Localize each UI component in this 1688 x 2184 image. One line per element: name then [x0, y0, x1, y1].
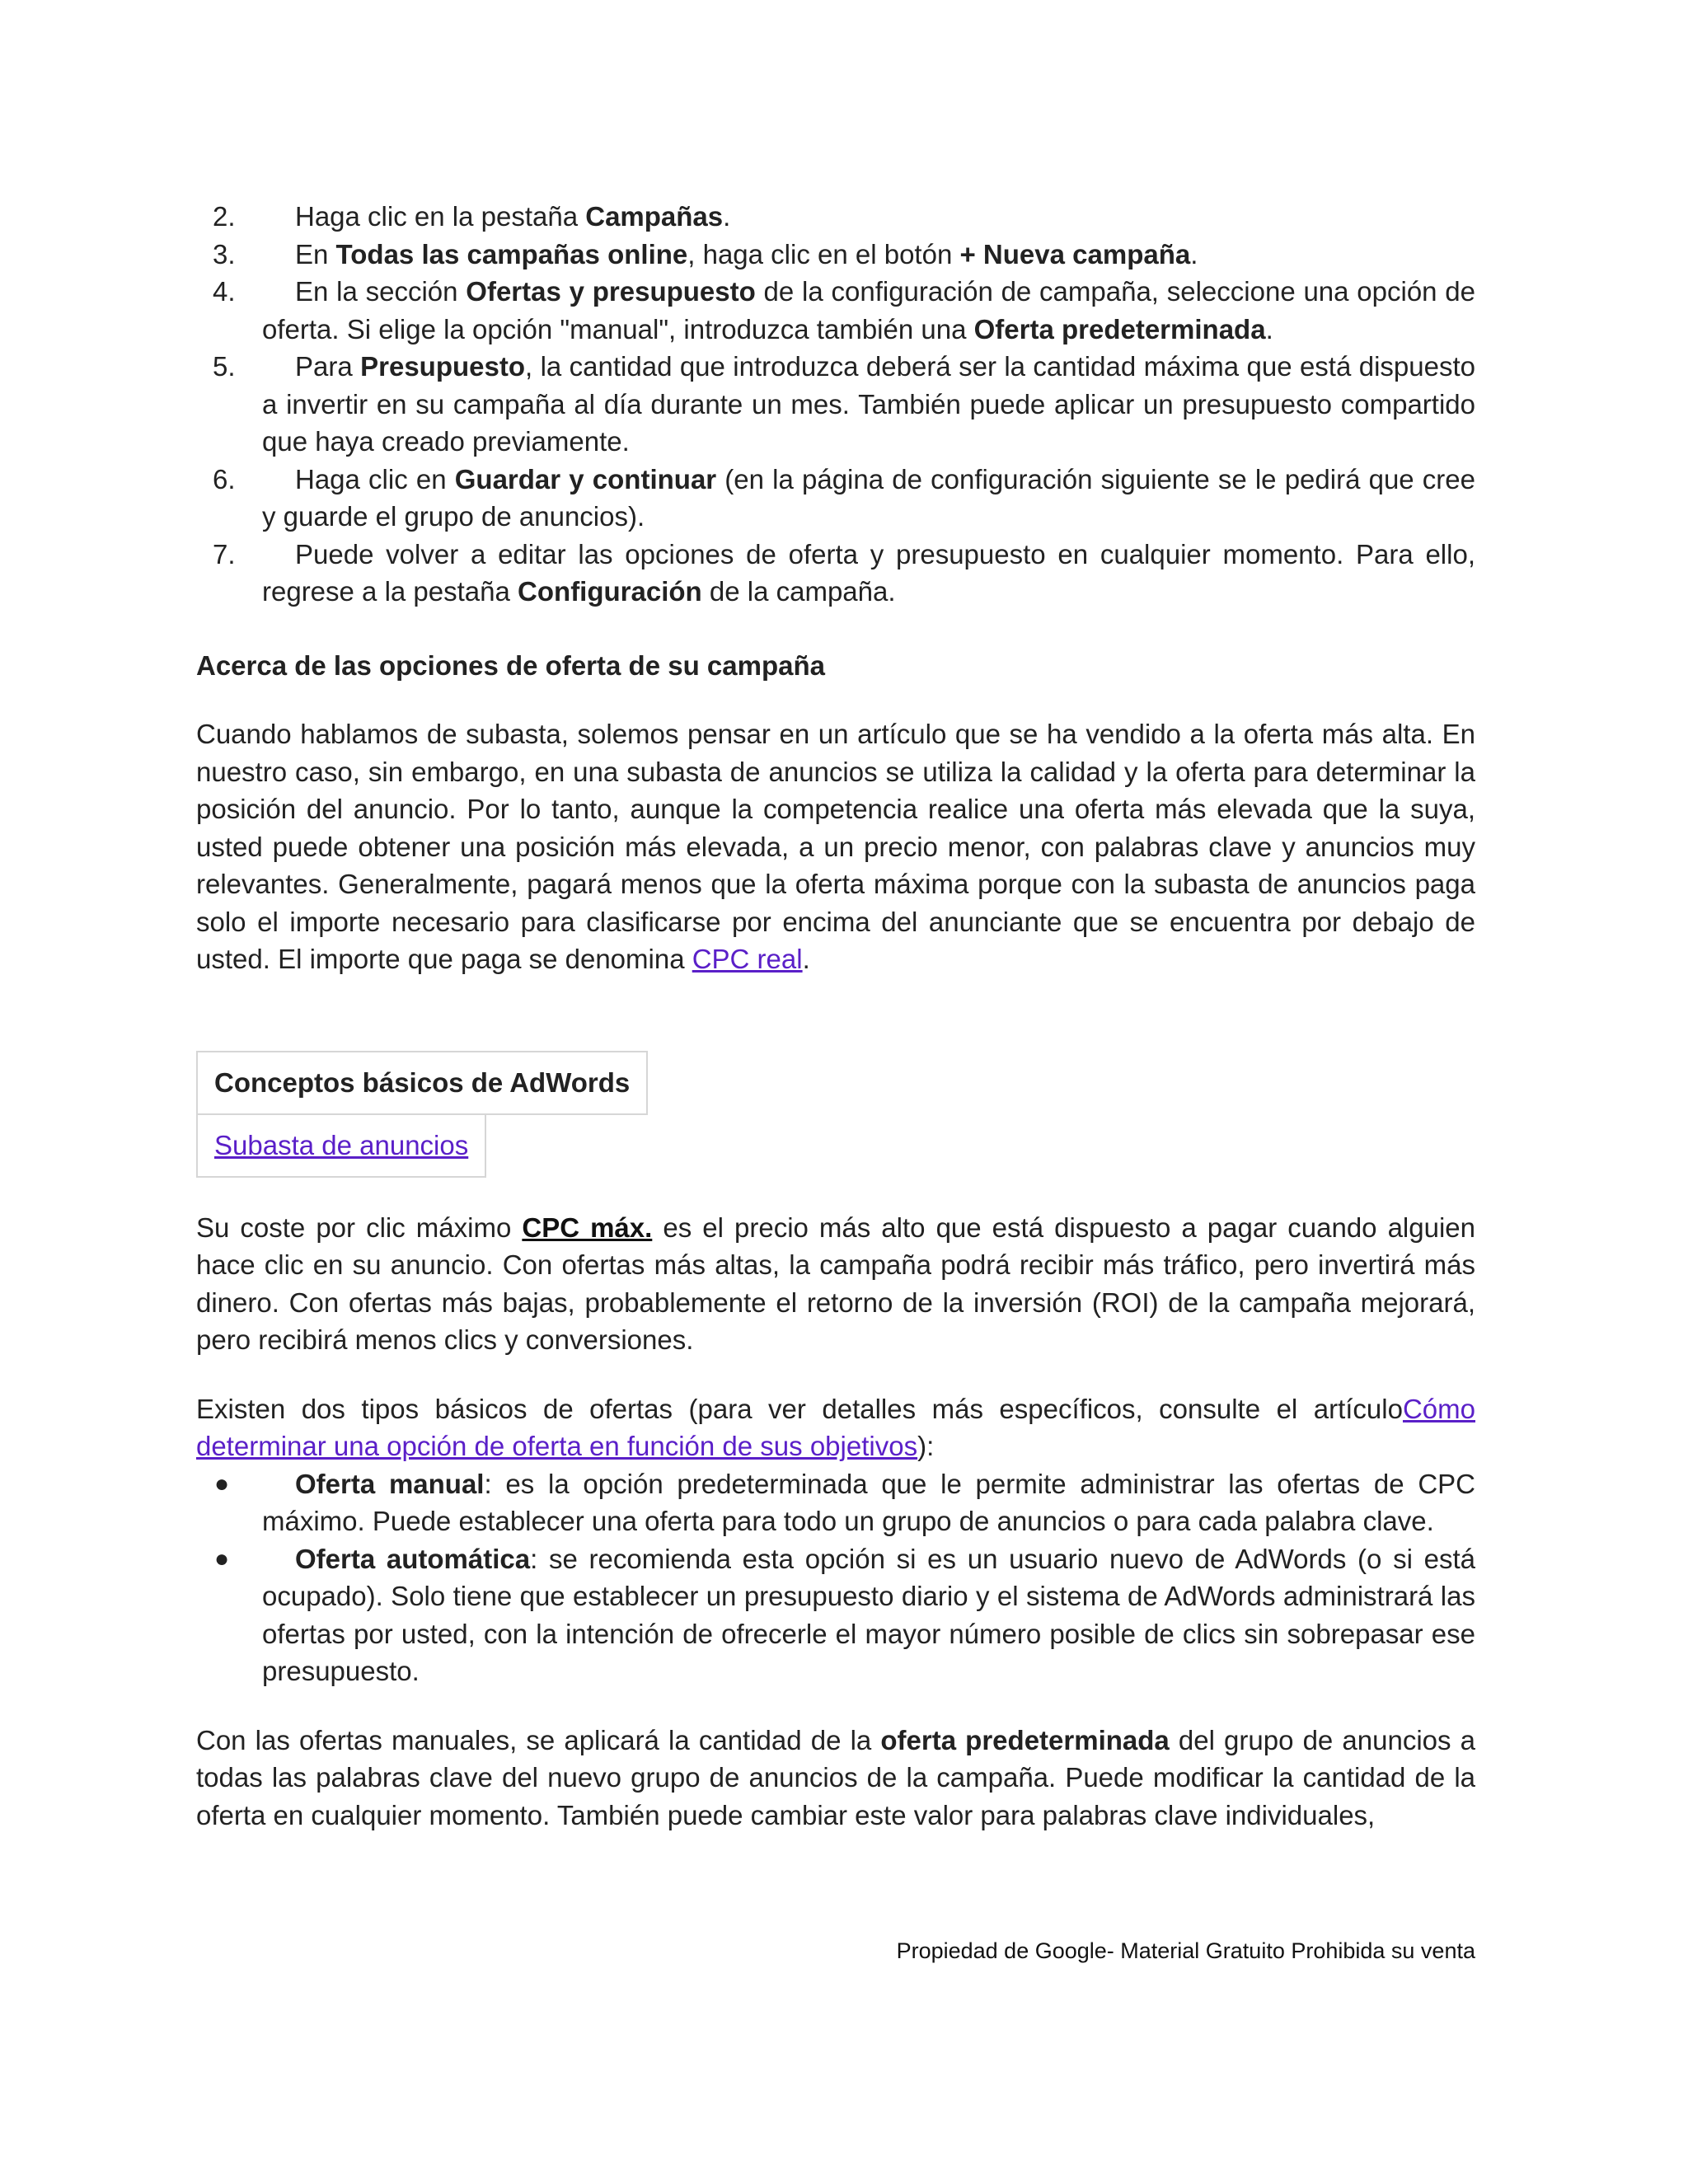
- cpc-paragraph: Su coste por clic máximo CPC máx. es el precio más alto que está dispuesto a pagar cuando alguien hace clic en su anuncio. Con ofertas más altas, la campaña podrá recibir más tráfico, pero invertirá más dinero. Con ofertas más bajas, probablemente el retorno de la inversión (ROI) de la campaña mejorará, pero recibirá menos clics y conversiones.: [196, 1212, 1475, 1355]
- bullet-icon: ●: [214, 1544, 230, 1572]
- list-item: 5. Para Presupuesto, la cantidad que introduzca deberá ser la cantidad máxima que está dispuesto a invertir en su campaña al día durante un mes. También puede aplicar un presupuesto compartido que haya creado previamente.: [196, 348, 1475, 461]
- cpc-real-link[interactable]: CPC real: [692, 944, 803, 974]
- step-number: 4.: [213, 276, 236, 307]
- list-item: ● Oferta manual: es la opción predeterminada que le permite administrar las ofertas de CPC máximo. Puede establecer una oferta para todo un grupo de anuncios o para cada palabra clave.: [196, 1465, 1475, 1540]
- subasta-de-anuncios-link[interactable]: Subasta de anuncios: [214, 1129, 469, 1160]
- bid-types-list: [196, 1465, 1475, 1690]
- auction-paragraph: Cuando hablamos de subasta, solemos pensar en un artículo que se ha vendido a la oferta más alta. En nuestro caso, sin embargo, en una subasta de anuncios se utiliza la calidad y la oferta para determinar la posición del anuncio. Por lo tanto, aunque la competencia realice una oferta más elevada que la suya, usted puede obtener una posición más elevada, a un precio menor, con palabras clave y anuncios muy relevantes. Generalmente, pagará menos que la oferta máxima porque con la subasta de anuncios paga solo el importe necesario para clasificarse por encima del anunciante que se encuentra por debajo de usted. El importe que paga se denomina CPC real.: [196, 719, 1475, 974]
- step-number: 5.: [213, 351, 236, 382]
- list-item: 6. Haga clic en Guardar y continuar (en la página de configuración siguiente se le pedirá que cree y guarde el grupo de anuncios).: [196, 461, 1475, 536]
- manual-bids-paragraph: Con las ofertas manuales, se aplicará la cantidad de la oferta predeterminada del grupo de anuncios a todas las palabras clave del nuevo grupo de anuncios de la campaña. Puede modificar la cantidad de la oferta en cualquier momento. También puede cambiar este valor para palabras clave individuales,: [196, 1724, 1475, 1830]
- bullet-icon: ●: [214, 1469, 230, 1497]
- concepts-box-header: Conceptos básicos de AdWords: [196, 1051, 648, 1115]
- step-number: 7.: [213, 538, 236, 569]
- document-page: [196, 198, 1475, 1834]
- concepts-box-header-row: [196, 1051, 1475, 1115]
- concepts-box-cell: [196, 1115, 486, 1178]
- list-item: ● Oferta automática: se recomienda esta opción si es un usuario nuevo de AdWords (o si está ocupado). Solo tiene que establecer un presupuesto diario y el sistema de AdWords administrará las ofertas por usted, con la intención de ofrecerle el mayor número posible de clics sin sobrepasar ese presupuesto.: [196, 1540, 1475, 1690]
- step-number: 6.: [213, 463, 236, 494]
- list-item: 2. Haga clic en la pestaña Campañas.: [196, 198, 1475, 236]
- cpc-max-term[interactable]: CPC máx.: [522, 1212, 653, 1243]
- step-number: 3.: [213, 238, 236, 269]
- step-number: 2.: [213, 201, 236, 232]
- list-item: 3. En Todas las campañas online, haga clic en el botón + Nueva campaña.: [196, 236, 1475, 274]
- page-footer: Propiedad de Google- Material Gratuito Prohibida su venta: [896, 1938, 1475, 1963]
- list-item: 7. Puede volver a editar las opciones de oferta y presupuesto en cualquier momento. Para ello, regrese a la pestaña Configuración de la campaña.: [196, 536, 1475, 611]
- bid-strategy-article-link[interactable]: Cómo determinar una opción de oferta en función de sus objetivos: [196, 1393, 1475, 1461]
- concepts-box-link-row: [196, 1115, 1475, 1178]
- bid-types-paragraph: Existen dos tipos básicos de ofertas (para ver detalles más específicos, consulte el artículoCómo determinar una opción de oferta en función de sus objetivos):: [196, 1393, 1475, 1461]
- list-item: 4. En la sección Ofertas y presupuesto de la configuración de campaña, seleccione una opción de oferta. Si elige la opción "manual", introduzca también una Oferta predeterminada.: [196, 273, 1475, 348]
- steps-list: [196, 198, 1475, 611]
- section-heading: Acerca de las opciones de oferta de su campaña: [196, 649, 825, 681]
